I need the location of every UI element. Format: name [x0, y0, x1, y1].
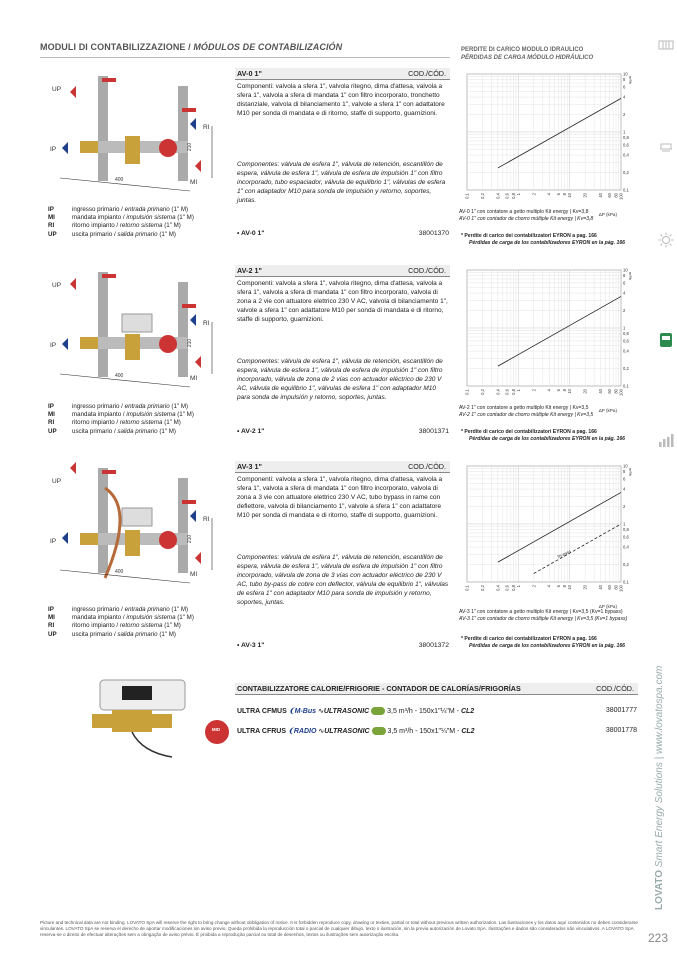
meter-class: CL2 [460, 708, 475, 715]
product-title-bar [235, 68, 450, 80]
legend-key: IP [48, 403, 54, 410]
product-title-bar [235, 461, 450, 473]
chart-x-tick-label: 0,2 [479, 193, 485, 199]
chart-y-tick-label: 6 [623, 476, 626, 482]
legend-es: salida primario [117, 630, 158, 638]
av0-module-drawing [40, 66, 228, 206]
legend-it: ritorno impianto / [72, 222, 120, 230]
legend-es: entrada primario [124, 606, 170, 613]
legend-it: mandata impianto / [72, 411, 127, 419]
av2-module-drawing [40, 262, 228, 402]
legend-it: uscita primario / [72, 630, 118, 638]
legend-suffix: (1" M) [175, 214, 194, 222]
meter-title-bar [235, 683, 638, 695]
legend-suffix: (1" M) [169, 206, 189, 213]
legend-row [48, 428, 194, 436]
bar-chart-icon [658, 432, 674, 448]
chart-y-unit: m³/h [628, 76, 633, 84]
chart-y-tick-label: 1 [623, 521, 626, 527]
legend-row [48, 222, 194, 230]
chart-y-tick-label: 0,2 [623, 366, 629, 372]
chart-x-tick-label: 0,4 [495, 193, 501, 199]
legend-suffix: (1" M) [157, 427, 176, 435]
chart-y-tick-label: 0,6 [623, 534, 629, 540]
chart-caption-it: AV-0 1" con contatore a getto multiplo Kit energy | Kv=3,8 [459, 209, 589, 215]
meter-code: 38001778 [605, 727, 637, 734]
header-divider [40, 57, 450, 58]
chart-y-tick-label: 0,4 [623, 152, 629, 158]
product-code: 38001372 [418, 642, 449, 649]
chart-x-tick-label: 0,8 [510, 389, 516, 395]
legend-es: salida primario [117, 427, 158, 435]
chart-caption-es: AV-3 1" con contador de chorro múltiple Kit energy | Kv=3,5 (Kv=1 bypass) [459, 616, 628, 622]
legend-key: IP [48, 206, 54, 213]
chart-y-tick-label: 0,6 [623, 142, 629, 148]
chart-x-tick-label: 0,8 [510, 585, 516, 591]
legend-key: MI [48, 214, 55, 222]
mid-badge: MID [211, 727, 221, 732]
pressure-loss-chart [461, 70, 633, 220]
legend-it: uscita primario / [72, 230, 118, 238]
chart-y-tick-label: 1 [623, 325, 626, 331]
chart-x-tick-label: 20 [582, 193, 588, 198]
meter-flow: 3,5 m³/h - 150x1"¼"M - [387, 708, 459, 715]
chart-x-tick-label: 80 [613, 193, 619, 198]
chart-x-tick-label: 40 [598, 193, 604, 198]
chart-y-unit: m³/h [628, 272, 633, 280]
chart-caption-it: AV-3 1" con contatore a getto multiplo Kit energy | Kv=3,5 (Kv=1 bypass) [459, 609, 623, 615]
product-code-row [237, 428, 449, 438]
chart-y-tick-label: 8 [623, 273, 626, 279]
chart-x-tick-label: 60 [607, 389, 613, 394]
legend-key: UP [48, 230, 57, 238]
chart-y-tick-label: 0,1 [623, 187, 629, 193]
chart-note-es: Pérdidas de carga de los contabilizadores EYRON en la pág. 166 [469, 643, 625, 649]
legend-suffix: (1" M) [169, 403, 189, 410]
meter-technology: ULTRASONIC [324, 728, 370, 735]
legend-es: retorno sistema [119, 622, 163, 630]
chart-note-es: Pérdidas de carga de los contabilizadores EYRON en la pág. 166 [469, 240, 625, 246]
legend-it: ingresso primario / [72, 403, 125, 410]
legend-it: ingresso primario / [72, 206, 125, 213]
energy-meter-image [92, 672, 232, 762]
drawing-label-mi: MI [190, 179, 198, 186]
pressure-loss-chart [461, 462, 633, 612]
chart-x-tick-label: 8 [562, 389, 568, 392]
chart-x-tick-label: 100 [618, 193, 624, 200]
chart-x-tick-label: 0,2 [479, 585, 485, 591]
chart-x-tick-label: 80 [613, 389, 619, 394]
chart-x-tick-label: 80 [613, 585, 619, 590]
legend-suffix: (1" M) [175, 614, 194, 622]
chart-note [461, 233, 641, 247]
legend-suffix: (1" M) [169, 606, 189, 613]
chart-x-tick-label: 0,6 [504, 389, 510, 395]
chart-x-tick-label: 4 [546, 193, 552, 196]
drawing-label-dim210: 210 [187, 338, 194, 348]
meter-row [237, 707, 637, 719]
legend-key: RI [48, 622, 55, 630]
meter-flow: 3,5 m³/h - 150x1"¼"M - [387, 728, 460, 735]
drawing-label-dim400: 400 [115, 373, 124, 379]
page-title: MODULI DI CONTABILIZZAZIONE / MÓDULOS DE CONTABILIZACIÓN [40, 42, 343, 52]
legend-it: ritorno impianto / [72, 419, 120, 427]
chart-x-tick-label: 1 [515, 389, 521, 392]
chart-x-tick-label: 0,1 [464, 585, 470, 591]
heat-cool-icon [371, 707, 385, 715]
chart-x-tick-label: 20 [582, 389, 588, 394]
ultrasonic-icon: ∿ [317, 708, 324, 715]
ultrasonic-icon: ∿ [318, 728, 325, 735]
underfloor-heating-icon [658, 138, 674, 154]
chart-caption-es: AV-0 1" con contador de chorro múltiple Kit energy | Kv=3,8 [459, 216, 594, 222]
chart-x-tick-label: 2 [531, 585, 537, 588]
chart-x-tick-label: 40 [598, 585, 604, 590]
chart-y-tick-label: 2 [623, 112, 626, 118]
drawing-label-dim210: 210 [187, 142, 194, 152]
chart-y-tick-label: 10 [623, 267, 628, 273]
chart-x-tick-label: 10 [567, 585, 573, 590]
product-cod-header: COD./CÓD. [408, 266, 446, 275]
legend-row [48, 606, 194, 614]
legend-suffix: (1" M) [162, 622, 181, 630]
legend-es: entrada primario [124, 206, 170, 213]
legend-suffix: (1" M) [175, 411, 194, 419]
chart-x-unit: ΔP (kPa) [598, 604, 617, 609]
protocol-icon: ❨RADIO [287, 728, 317, 735]
legend-row [48, 411, 194, 419]
chart-y-tick-label: 10 [623, 463, 628, 469]
chart-x-tick-label: 4 [546, 585, 552, 588]
meter-code: 38001777 [605, 707, 637, 714]
legend-suffix: (1" M) [157, 630, 176, 638]
legend-it: mandata impianto / [72, 214, 127, 222]
drawing-label-mi: MI [190, 571, 198, 578]
drawing-label-ri: RI [203, 516, 210, 523]
chart-y-tick-label: 0,6 [623, 338, 629, 344]
meter-model: ULTRA CFMUS [237, 708, 287, 715]
product-description-es: Componentes: válvula de esfera 1", válvula de retención, escantillón de espera, válvula de esfera 1", válvula de esfera de impulsión 1" con filtro incorporado, válvula de zona de 3 vías con actuador eléctrico de 230 V AC, tubo by-pass de cobre con deflector, válvula de equilibrio 1", válvulas de esfera 1" con adaptador M10 para sonda de impulsión y retorno, soportes, juntas. [237, 554, 449, 606]
chart-note-it: * Perdite di carico dei contabilizzatori EYRON a pag. 166 [461, 233, 597, 239]
legend-row [48, 622, 194, 630]
legend-it: uscita primario / [72, 427, 118, 435]
product-name: AV-0 1" [237, 69, 262, 78]
legend-key: IP [48, 606, 54, 613]
chart-x-tick-label: 6 [555, 585, 561, 588]
chart-y-tick-label: 2 [623, 308, 626, 314]
chart-y-tick-label: 4 [623, 290, 626, 296]
product-name: AV-2 1" [237, 266, 262, 275]
chart-x-tick-label: 100 [618, 585, 624, 592]
product-description-es: Componentes: válvula de esfera 1", válvula de retención, escantillón de espera, válvula de esfera 1", válvula de esfera de impulsión 1" con filtro incorporado, tubo espaciador, válvula de equilibrio 1", válvulas de esfera 1" con adaptador M10 para sonda de impulsión y retorno, soportes, juntas. [237, 161, 446, 204]
product-code: 38001370 [418, 230, 449, 237]
drawing-label-dim400: 400 [115, 177, 124, 183]
legend-key: MI [48, 614, 55, 622]
product-cod-header: COD./CÓD. [408, 462, 446, 471]
legend-es: impulsión sistema [126, 614, 176, 622]
chart-x-tick-label: 0,8 [510, 193, 516, 199]
legend-es: retorno sistema [119, 222, 163, 230]
chart-y-tick-label: 0,2 [623, 170, 629, 176]
drawing-label-ri: RI [203, 124, 210, 131]
legend-key: RI [48, 222, 55, 230]
product-description-it: Componenti: valvola a sfera 1", valvola ritegno, dima d'attesa, valvola a sfera 1", valvola a sfera di mandata 1" con filtro incorporato, valvola di zona a 3 vie con attuatore elettrico 230 V AC, tubo bypass in rame con deflettore, valvola di bilanciamento 1", valvole a sfera 1" con adattatore M10 per sonda di mandata e di ritorno, staffe di supporto, guarnizioni. [237, 476, 443, 519]
legend-row [48, 214, 194, 222]
drawing-label-ri: RI [203, 320, 210, 327]
chart-x-tick-label: 1 [515, 193, 521, 196]
chart-x-unit: ΔP (kPa) [598, 212, 617, 217]
chart-x-tick-label: 0,2 [479, 389, 485, 395]
chart-section-title: PERDITE DI CARICO MODULO IDRAULICO PÉRDIDAS DE CARGA MÓDULO HIDRÁULICO [461, 47, 594, 61]
protocol-icon: ❨M-Bus [288, 708, 316, 715]
drawing-label-ip: IP [50, 146, 57, 153]
side-nav [651, 30, 677, 550]
legend-es: salida primario [117, 230, 158, 238]
chart-note-it: * Perdite di carico dei contabilizzatori EYRON a pag. 166 [461, 429, 597, 435]
meter-technology: ULTRASONIC [323, 708, 370, 715]
drawing-label-up: UP [52, 86, 62, 93]
chart-x-tick-label: 8 [562, 585, 568, 588]
meter-spec [237, 727, 475, 735]
chart-y-tick-label: 6 [623, 280, 626, 286]
chart-note [461, 429, 641, 443]
legend-it: mandata impianto / [72, 614, 127, 622]
chart-y-unit: m³/h [628, 468, 633, 476]
page-number: 223 [648, 931, 669, 945]
pressure-loss-chart [461, 266, 633, 416]
legend-key: RI [48, 419, 55, 427]
chart-x-tick-label: 40 [598, 389, 604, 394]
chart-x-tick-label: 6 [555, 389, 561, 392]
legend-it: ritorno impianto / [72, 622, 120, 630]
disclaimer: Picture and technical data are not binding. LOVATO SpA will reserve the right to bring change without obbligation of notice. It is forbidden reproduce copy, drawing or texties, partial or total without previous written authorization. Las ilustraciones y los datos aquí contenidos no deben considerarse vinculantes. LOVATO SpA se reserva el derecho de aportar modificaciones sin aviso previo. Queda prohibida la reproducción total o parcial de cualquier dibujo, texto o ilustración, sin la previa autorización de Lovato SpA. Ilustrações e dados são considerados não vinculativos. A LOVATO SpA reserva-se o direito de efectuar alterações sem a obrigação de aviso prévio. É proibida a reprodução parcial ou total de desenhos, textos ou ilustrações sem autorização escrita. [40, 920, 638, 937]
chart-x-tick-label: 6 [555, 193, 561, 196]
sun-icon [658, 232, 674, 248]
chart-y-tick-label: 0,4 [623, 348, 629, 354]
legend-suffix: (1" M) [162, 222, 181, 230]
chart-x-tick-label: 10 [567, 193, 573, 198]
meter-icon [658, 332, 674, 348]
chart-x-tick-label: 0,1 [464, 389, 470, 395]
chart-bypass-label: by-pass [556, 548, 572, 559]
chart-x-tick-label: 20 [582, 585, 588, 590]
chart-note-es: Pérdidas de carga de los contabilizadores EYRON en la pág. 166 [469, 436, 625, 442]
side-brand: LOVATO Smart Energy Solutions | www.lovatospa.com [654, 665, 665, 910]
chart-y-tick-label: 0,2 [623, 562, 629, 568]
product-code-row [237, 230, 449, 240]
legend-suffix: (1" M) [157, 230, 176, 238]
meter-class: CL2 [461, 728, 475, 735]
chart-x-tick-label: 2 [531, 389, 537, 392]
chart-y-tick-label: 0,4 [623, 544, 629, 550]
chart-y-tick-label: 0,1 [623, 383, 629, 389]
legend-key: UP [48, 427, 57, 435]
drawing-label-up: UP [52, 282, 62, 289]
chart-x-tick-label: 1 [515, 585, 521, 588]
port-legend [48, 606, 194, 639]
chart-x-unit: ΔP (kPa) [598, 408, 617, 413]
chart-x-tick-label: 0,1 [464, 193, 470, 199]
legend-es: retorno sistema [119, 419, 163, 427]
product-title-bar [235, 265, 450, 277]
chart-x-tick-label: 60 [607, 585, 613, 590]
av3-module-drawing [40, 458, 228, 598]
chart-y-tick-label: 0,8 [623, 135, 629, 141]
chart-note [461, 636, 641, 650]
heat-cool-icon [372, 727, 386, 735]
meter-row [237, 727, 637, 739]
product-cod-header: COD./CÓD. [408, 69, 446, 78]
drawing-label-up: UP [52, 478, 62, 485]
chart-x-tick-label: 0,6 [504, 193, 510, 199]
drawing-label-dim400: 400 [115, 569, 124, 575]
legend-row [48, 614, 194, 622]
chart-y-tick-label: 8 [623, 469, 626, 475]
product-model: • AV-0 1" [237, 230, 265, 237]
chart-caption-es: AV-2 1" con contador de chorro múltiple Kit energy | Kv=3,5 [459, 412, 594, 418]
chart-x-tick-label: 8 [562, 193, 568, 196]
chart-x-tick-label: 10 [567, 389, 573, 394]
chart-note-it: * Perdite di carico dei contabilizzatori EYRON a pag. 166 [461, 636, 597, 642]
chart-y-tick-label: 0,1 [623, 579, 629, 585]
chart-y-tick-label: 0,8 [623, 331, 629, 337]
legend-es: entrada primario [124, 403, 170, 410]
chart-x-tick-label: 60 [607, 193, 613, 198]
chart-x-tick-label: 2 [531, 193, 537, 196]
chart-y-tick-label: 1 [623, 129, 626, 135]
chart-x-tick-label: 4 [546, 389, 552, 392]
chart-y-tick-label: 2 [623, 504, 626, 510]
product-description-it: Componenti: valvola a sfera 1", valvola ritegno, dima d'attesa, valvola a sfera 1", valvola a sfera di mandata 1" con filtro incorporato, valvola di zona a 2 vie con attuatore elettrico 230 V AC, valvola di bilanciamento 1", valvole a sfera 1" con adattatore M10 per sonda di mandata e di ritorno, staffe di supporto, guarnizioni. [237, 280, 448, 323]
chart-x-tick-label: 0,4 [495, 389, 501, 395]
chart-x-tick-label: 0,6 [504, 585, 510, 591]
meter-title: CONTABILIZZATORE CALORIE/FRIGORIE - CONTADOR DE CALORÍAS/FRIGORÍAS [237, 684, 521, 693]
legend-es: impulsión sistema [126, 411, 176, 419]
product-code: 38001371 [418, 428, 449, 435]
legend-suffix: (1" M) [162, 419, 181, 427]
chart-caption-it: AV-2 1" con contatore a getto multiplo Kit energy | Kv=3,5 [459, 405, 589, 411]
chart-x-tick-label: 100 [618, 389, 624, 396]
drawing-label-mi: MI [190, 375, 198, 382]
product-name: AV-3 1" [237, 462, 262, 471]
meter-spec [237, 707, 474, 715]
chart-y-tick-label: 6 [623, 84, 626, 90]
meter-model: ULTRA CFRUS [237, 728, 286, 735]
drawing-label-dim210: 210 [187, 534, 194, 544]
chart-x-tick-label: 0,4 [495, 585, 501, 591]
chart-y-tick-label: 10 [623, 71, 628, 77]
legend-row [48, 631, 194, 639]
legend-key: UP [48, 630, 57, 638]
meter-cod-header: COD./CÓD. [596, 684, 634, 693]
product-description-it: Componenti: valvola a sfera 1", valvola ritegno, dima d'attesa, valvola a sfera 1", valvola a sfera di mandata 1" con filtro incorporato, tronchetto distanziale, valvola di bilanciamento 1", valvole a sfera 1" con adattatore M10 per sonda di mandata e di ritorno, staffe di supporto, guarnizioni. [237, 83, 445, 117]
radiator-icon [658, 37, 674, 53]
port-legend [48, 403, 194, 436]
product-description-es: Componentes: válvula de esfera 1", válvula de retención, escantillón de espera, válvula de esfera 1", válvula de esfera de impulsión 1" con filtro incorporado, válvula de zona de 2 vías con actuador eléctrico de 230 V AC, válvula de equilibrio 1", válvulas de esfera 1" con adaptador M10 para sonda de impulsión y retorno, soportes, juntas. [237, 358, 443, 401]
drawing-label-ip: IP [50, 538, 57, 545]
legend-row [48, 419, 194, 427]
legend-key: MI [48, 411, 55, 419]
chart-y-tick-label: 4 [623, 486, 626, 492]
chart-y-tick-label: 0,8 [623, 527, 629, 533]
drawing-label-ip: IP [50, 342, 57, 349]
port-legend [48, 206, 194, 239]
chart-y-tick-label: 8 [623, 77, 626, 83]
product-model: • AV-3 1" [237, 642, 265, 649]
legend-row [48, 403, 194, 411]
legend-es: impulsión sistema [126, 214, 176, 222]
product-code-row [237, 642, 449, 652]
product-model: • AV-2 1" [237, 428, 265, 435]
chart-y-tick-label: 4 [623, 94, 626, 100]
legend-row [48, 231, 194, 239]
legend-it: ingresso primario / [72, 606, 125, 613]
legend-row [48, 206, 194, 214]
